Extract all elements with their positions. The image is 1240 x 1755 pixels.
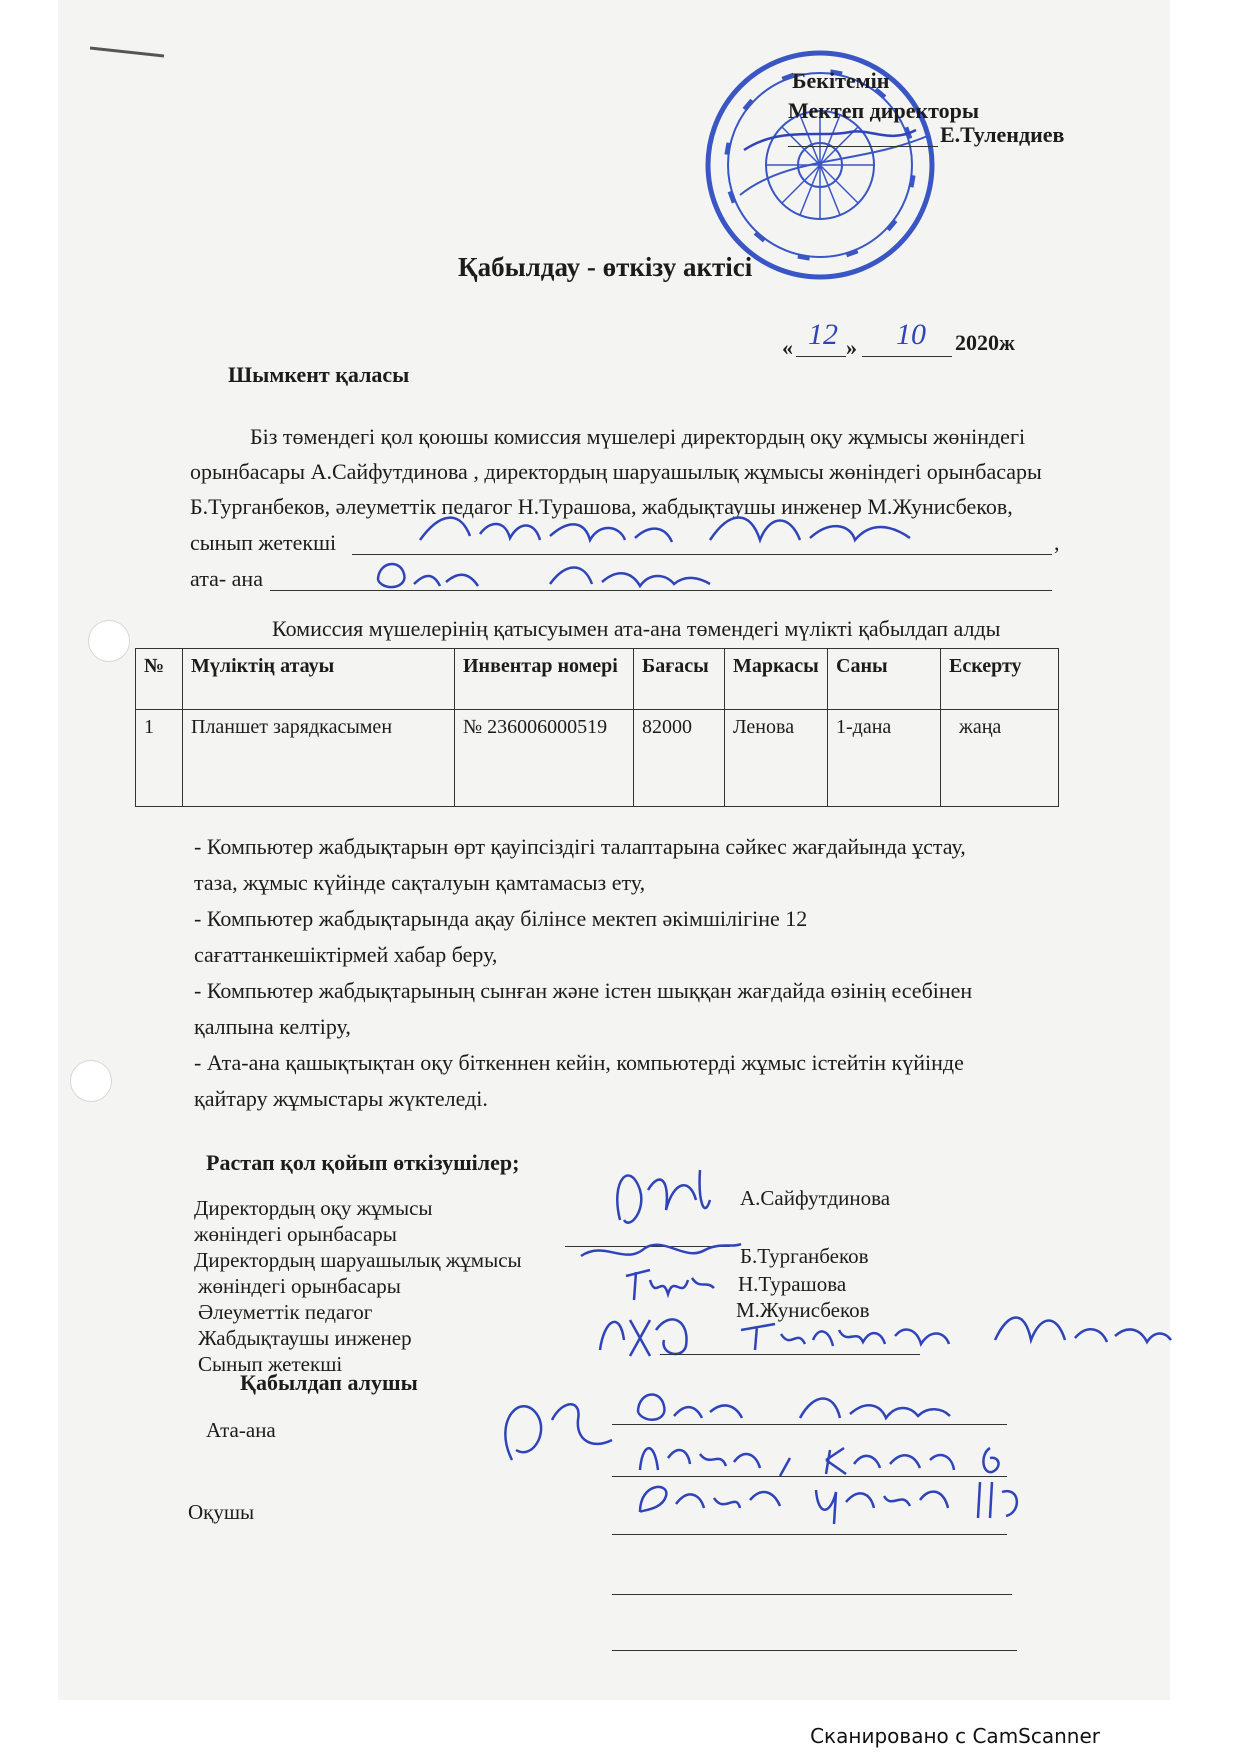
signer-role: Директордың шаруашылық жұмысы [194,1248,522,1272]
city: Шымкент қаласы [228,362,410,387]
rule-line: - Ата-ана қашықтықтан оқу біткеннен кейін, компьютерді жұмыс істейтін күйінде [194,1050,964,1075]
col-note: Ескерту [941,649,1059,710]
commission-text: Комиссия мүшелерінің қатысуымен ата-ана төмендегі мүлікті қабылдап алды [272,616,1001,641]
director-name: Е.Тулендиев [940,122,1065,147]
blank-line [612,1594,1012,1595]
cell-note: жаңа [941,710,1059,807]
rule-line: - Компьютер жабдықтарының сынған және істен шыққан жағдайда өзінің есебінен [194,978,973,1003]
blank-line [612,1650,1017,1651]
col-name: Мүліктің атауы [183,649,455,710]
margin-mark [88,42,168,62]
student-handwriting [630,1462,1030,1532]
class-teacher-comma: , [1054,530,1060,555]
class-teacher-label: сынып жетекші [190,530,337,555]
intro-line: Б.Турганбеков, әлеуметтік педагог Н.Турашова, жабдықтаушы инженер М.Жунисбеков, [190,494,1013,519]
receiver-parent-label: Ата-ана [206,1418,276,1442]
parent-signature [492,1380,632,1470]
col-number: № [136,649,183,710]
rule-line: - Компьютер жабдықтарында ақау білінсе мектеп әкімшілігіне 12 [194,906,808,931]
cell-price: 82000 [634,710,725,807]
col-inventory: Инвентар номері [455,649,634,710]
cell-inventory: № 236006000519 [455,710,634,807]
rule-line: таза, жұмыс күйінде сақталуын қамтамасыз ету, [194,870,646,895]
property-table [135,648,1059,807]
signer-name: Н.Турашова [738,1272,847,1296]
signer-name: А.Сайфутдинова [740,1186,891,1210]
class-teacher-signature [735,1300,1175,1360]
col-quantity: Саны [828,649,941,710]
parent-label: ата- ана [190,566,263,591]
cell-name: Планшет зарядкасымен [183,710,455,807]
col-brand: Маркасы [725,649,828,710]
receiver-heading: Қабылдап алушы [240,1370,418,1395]
document-title: Қабылдау - өткізу актісі [458,252,753,282]
student-label: Оқушы [188,1500,255,1524]
class-teacher-signer-line [660,1354,920,1355]
signer-name: Б.Турганбеков [740,1244,869,1268]
table-header-row [136,649,1059,710]
cell-number: 1 [136,710,183,807]
date-close-quote: » [846,335,857,360]
intro-line: Біз төмендегі қол қоюшы комиссия мүшелері директордың оқу жұмысы жөніндегі [250,424,1026,449]
signer-role: жөніндегі орынбасары [194,1222,397,1246]
date-month: 10 [896,318,926,351]
date-month-line [862,356,952,357]
director-signature [740,118,920,158]
punch-hole [70,1060,112,1102]
signer-role: Әлеуметтік педагог [198,1300,373,1324]
student-line [612,1534,1007,1535]
date-day-line [796,356,846,357]
signer-name: М.Жунисбеков [736,1298,870,1322]
signer-role: Сынып жетекші [198,1352,343,1376]
parent-handwriting [370,548,730,598]
signer-role: жөніндегі орынбасары [198,1274,401,1298]
intro-line: орынбасары А.Сайфутдинова , директордың шаруашылық жұмысы жөніндегі орынбасары [190,459,1042,484]
approval-label: Бекітемін [792,68,890,93]
rule-line: қалпына келтіру, [194,1014,351,1039]
date-day: 12 [808,318,838,351]
scanner-watermark: Сканировано с CamScanner [810,1724,1100,1748]
approval-position: Мектеп директоры [788,98,980,123]
rule-line: - Компьютер жабдықтарын өрт қауіпсіздігі талаптарына сәйкес жағдайында ұстау, [194,834,966,859]
cell-brand: Ленова [725,710,828,807]
table-row [136,710,1059,807]
cell-quantity: 1-дана [828,710,941,807]
rule-line: қайтару жұмыстары жүктеледі. [194,1086,488,1111]
rule-line: сағаттанкешіктірмей хабар беру, [194,942,498,967]
signers-heading: Растап қол қойып өткізушілер; [206,1150,520,1175]
signer-role: Жабдықтаушы инженер [198,1326,412,1350]
date-open-quote: « [782,335,793,360]
signer-role: Директордың оқу жұмысы [194,1196,433,1220]
punch-hole [88,620,130,662]
date-year: 2020ж [955,330,1015,355]
col-price: Бағасы [634,649,725,710]
